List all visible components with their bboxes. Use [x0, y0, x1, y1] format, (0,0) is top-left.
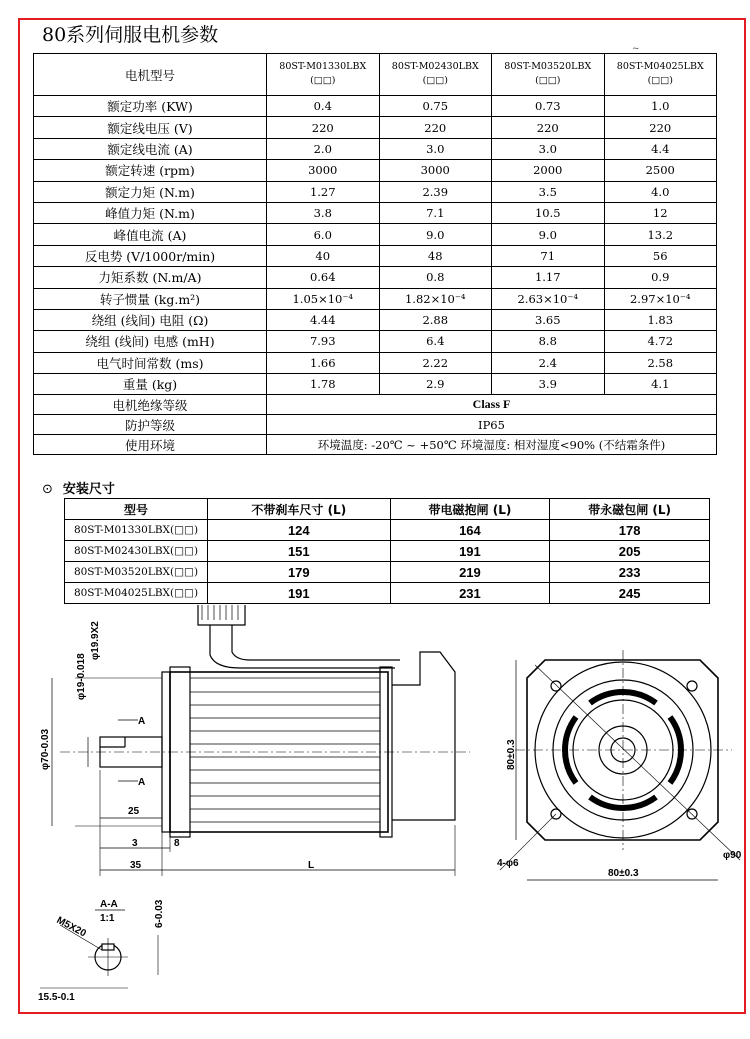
dim-header-cell: 型号 [65, 499, 208, 520]
spec-value: 2.63×10⁻⁴ [492, 288, 605, 309]
protection-text: IP65 [478, 417, 505, 432]
spec-row-label: 转子惯量 (kg.m²) [34, 288, 267, 309]
dim-value: 205 [550, 541, 710, 562]
spec-value: 9.0 [379, 224, 492, 245]
spec-value: 3000 [379, 160, 492, 181]
label-len-25: 25 [128, 806, 140, 817]
dim-value: 245 [550, 583, 710, 604]
label-pcd: φ90 [723, 850, 742, 861]
spec-value: 1.17 [492, 267, 605, 288]
label-section-title: A-A [100, 899, 118, 910]
dim-value: 233 [550, 562, 710, 583]
spec-value: 220 [267, 117, 380, 138]
spec-value: 1.05×10⁻⁴ [267, 288, 380, 309]
spec-value: 2.22 [379, 352, 492, 373]
spec-value: 0.73 [492, 96, 605, 117]
spec-row-label: 力矩系数 (N.m/A) [34, 267, 267, 288]
label-section-scale: 1:1 [100, 913, 115, 924]
spec-value: 2.58 [604, 352, 717, 373]
spec-environment-label: 使用环境 [34, 435, 267, 455]
label-section-a-bottom: A [138, 777, 146, 788]
label-len-8: 8 [174, 838, 180, 849]
model-name: 80ST-M02430LBX [391, 61, 479, 72]
environment-text: 环境温度: -20℃ ~ +50℃ 环境湿度: 相对湿度<90% (不结霜条件) [317, 437, 666, 452]
side-view [52, 605, 470, 876]
spec-value: 3.0 [379, 138, 492, 159]
end-view [500, 650, 740, 880]
spec-value: 7.1 [379, 202, 492, 223]
spec-row-label: 额定功率 (KW) [34, 96, 267, 117]
model-suffix: (□□) [310, 75, 336, 86]
spec-value: 9.0 [492, 224, 605, 245]
model-name: 80ST-M01330LBX [279, 61, 367, 72]
spec-value: 4.1 [604, 374, 717, 395]
spec-row-label: 峰值电流 (A) [34, 224, 267, 245]
spec-value: 2.9 [379, 374, 492, 395]
spec-value: 71 [492, 245, 605, 266]
label-flange-h: 80±0.3 [506, 739, 517, 770]
label-spigot: φ70-0.03 [40, 728, 51, 770]
spec-row-label: 电气时间常数 (ms) [34, 352, 267, 373]
label-thread: M5X20 [54, 914, 88, 940]
spec-value: 2.88 [379, 309, 492, 330]
spec-value: 40 [267, 245, 380, 266]
spec-insulation-label: 电机绝缘等级 [34, 395, 267, 415]
spec-value: 6.4 [379, 331, 492, 352]
spec-value: 220 [492, 117, 605, 138]
dim-value: 219 [390, 562, 550, 583]
page-title: 80系列伺服电机参数 [42, 24, 219, 46]
spec-value: 1.0 [604, 96, 717, 117]
spec-value: 1.27 [267, 181, 380, 202]
spec-value: 12 [604, 202, 717, 223]
spec-value: 8.8 [492, 331, 605, 352]
dim-header-cell: 带永磁包闸 (L) [550, 499, 710, 520]
label-len-3: 3 [132, 838, 138, 849]
spec-value: 48 [379, 245, 492, 266]
label-shaft-key: φ19.9X2 [90, 621, 101, 660]
dim-value: 179 [208, 562, 391, 583]
spec-value: 3.65 [492, 309, 605, 330]
spec-header-label: 电机型号 [34, 54, 267, 96]
spec-row-label: 绕组 (线间) 电感 (mH) [34, 331, 267, 352]
spec-value: 2.4 [492, 352, 605, 373]
label-len-L: L [308, 860, 315, 871]
spec-value: 3.9 [492, 374, 605, 395]
dim-value: 124 [208, 520, 391, 541]
spec-value: 2.97×10⁻⁴ [604, 288, 717, 309]
spec-row-label: 额定线电流 (A) [34, 138, 267, 159]
spec-value: 0.9 [604, 267, 717, 288]
spec-value: 3.5 [492, 181, 605, 202]
install-title-text: 安装尺寸 [62, 482, 115, 497]
spec-value: 2.0 [267, 138, 380, 159]
spec-value: 4.0 [604, 181, 717, 202]
dim-value: 191 [208, 583, 391, 604]
dim-model: 80ST-M02430LBX(□□) [65, 541, 208, 562]
spec-value: 0.8 [379, 267, 492, 288]
dim-value: 191 [390, 541, 550, 562]
dim-header-cell: 带电磁抱闸 (L) [390, 499, 550, 520]
spec-value: 6.0 [267, 224, 380, 245]
spec-value: 220 [604, 117, 717, 138]
spec-value: 7.93 [267, 331, 380, 352]
model-suffix: (□□) [535, 75, 561, 86]
spec-value: 1.78 [267, 374, 380, 395]
model-name: 80ST-M04025LBX [616, 61, 704, 72]
label-shaft-dia: φ19-0.018 [76, 653, 87, 700]
corner-mark: ~ [632, 44, 640, 54]
model-suffix: (□□) [422, 75, 448, 86]
label-flange-w: 80±0.3 [608, 868, 639, 879]
spec-value: 1.83 [604, 309, 717, 330]
spec-row-label: 绕组 (线间) 电阻 (Ω) [34, 309, 267, 330]
bullet-icon: ⊙ [42, 482, 53, 497]
label-len-35: 35 [130, 860, 142, 871]
spec-value: 3000 [267, 160, 380, 181]
spec-value: 3.8 [267, 202, 380, 223]
dim-header-cell: 不带刹车尺寸 (L) [208, 499, 391, 520]
label-key-w: 6-0.03 [154, 899, 165, 928]
spec-value: 1.66 [267, 352, 380, 373]
spec-value: 10.5 [492, 202, 605, 223]
spec-row-label: 额定线电压 (V) [34, 117, 267, 138]
spec-value: 0.64 [267, 267, 380, 288]
spec-row-label: 重量 (kg) [34, 374, 267, 395]
dim-value: 164 [390, 520, 550, 541]
spec-value: 4.4 [604, 138, 717, 159]
dim-model: 80ST-M01330LBX(□□) [65, 520, 208, 541]
spec-value: 2500 [604, 160, 717, 181]
spec-value: 0.75 [379, 96, 492, 117]
spec-row-label: 额定转速 (rpm) [34, 160, 267, 181]
spec-row-label: 额定力矩 (N.m) [34, 181, 267, 202]
insulation-class: Class F [472, 397, 511, 412]
spec-value: 2000 [492, 160, 605, 181]
model-suffix: (□□) [647, 75, 673, 86]
dim-model: 80ST-M03520LBX(□□) [65, 562, 208, 583]
dim-model: 80ST-M04025LBX(□□) [65, 583, 208, 604]
spec-value: 0.4 [267, 96, 380, 117]
spec-value: 3.0 [492, 138, 605, 159]
spec-value: 220 [379, 117, 492, 138]
label-section-a-top: A [138, 716, 146, 727]
spec-row-label: 峰值力矩 (N.m) [34, 202, 267, 223]
spec-value: 1.82×10⁻⁴ [379, 288, 492, 309]
spec-protection-label: 防护等级 [34, 415, 267, 435]
label-holes: 4-φ6 [497, 858, 519, 869]
spec-value: 13.2 [604, 224, 717, 245]
spec-value: 4.72 [604, 331, 717, 352]
spec-value: 2.39 [379, 181, 492, 202]
dim-value: 151 [208, 541, 391, 562]
dim-value: 178 [550, 520, 710, 541]
model-name: 80ST-M03520LBX [504, 61, 592, 72]
label-key-h: 15.5-0.1 [38, 992, 75, 1003]
spec-value: 56 [604, 245, 717, 266]
spec-row-label: 反电势 (V/1000r/min) [34, 245, 267, 266]
spec-value: 4.44 [267, 309, 380, 330]
dim-value: 231 [390, 583, 550, 604]
